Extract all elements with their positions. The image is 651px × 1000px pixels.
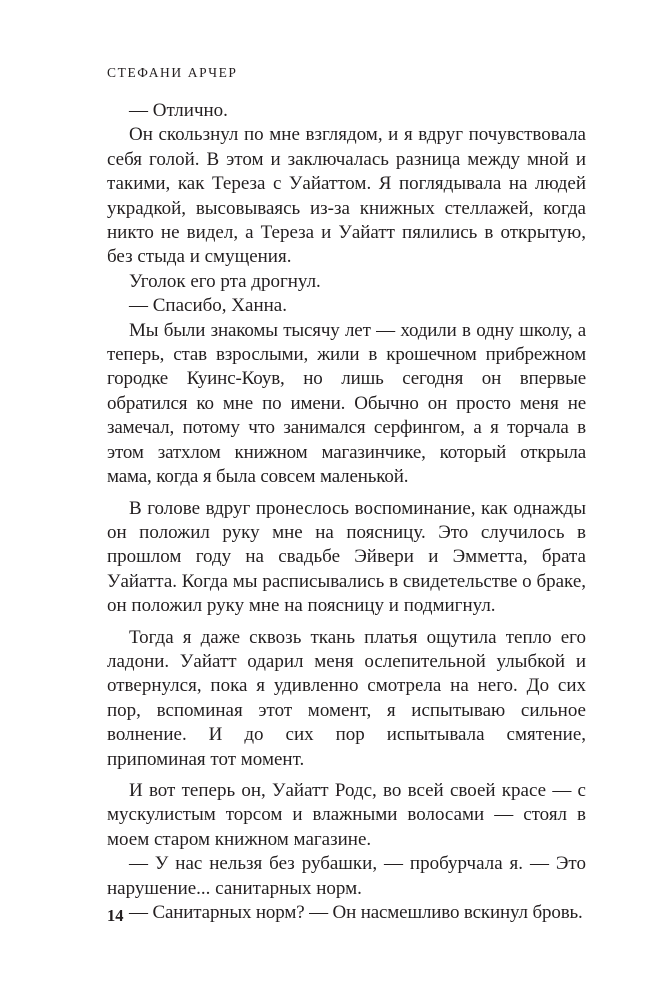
paragraph: Тогда я даже сквозь ткань платья ощутила тепло его ладони. Уайатт одарил меня ослепительной улыбкой и отвернулся, пока я удивленно смотрела на него. До сих пор, вспоминая этот момент, я испытываю сильное волнение. И до сих пор испытывала смятение, припоминая тот момент.	[107, 626, 586, 770]
paragraph: Уголок его рта дрогнул.	[129, 270, 321, 292]
running-head-author: СТЕФАНИ АРЧЕР	[107, 65, 238, 80]
paragraph: — Санитарных норм? — Он насмешливо вскинул бровь.	[129, 902, 583, 923]
paragraph: Он скользнул по мне взглядом, и я вдруг почувствовала себя голой. В этом и заключалась разница между мной и такими, как Тереза с Уайаттом. Я поглядывала на людей украдкой, высовываясь из-за книжных стеллажей, когда никто не видел, а Тереза и Уайатт пялились в открытую, без стыда и смущения.	[107, 124, 586, 268]
paragraph: В голове вдруг пронеслось воспоминание, как однажды он положил руку мне на поясницу. Это случилось в прошлом году на свадьбе Эйвери и Эмметта, брата Уайатта. Когда мы расписывались в свидетельстве о браке, он положил руку мне на поясницу и подмигнул.	[107, 497, 586, 617]
paragraph: Мы были знакомы тысячу лет — ходили в одну школу, а теперь, став взрослыми, жили в крошечном прибрежном городке Куинс-Коув, но лишь сегодня он впервые обратился ко мне по имени. Обычно он просто меня не замечал, потому что занимался серфингом, а я торчала в этом затхлом книжном магазинчике, который открыла мама, когда я была совсем маленькой.	[107, 319, 586, 488]
paragraph: — Спасибо, Ханна.	[129, 295, 287, 317]
paragraph: — Отлично.	[129, 100, 228, 121]
page-number: 14	[107, 906, 124, 925]
paragraph: — У нас нельзя без рубашки, — пробурчала я. — Это нарушение... санитарных норм.	[107, 853, 586, 899]
body-text	[107, 99, 586, 925]
paragraph: И вот теперь он, Уайатт Родс, во всей своей красе — с мускулистым торсом и влажными волосами — стоял в моем старом книжном магазине.	[107, 779, 586, 850]
